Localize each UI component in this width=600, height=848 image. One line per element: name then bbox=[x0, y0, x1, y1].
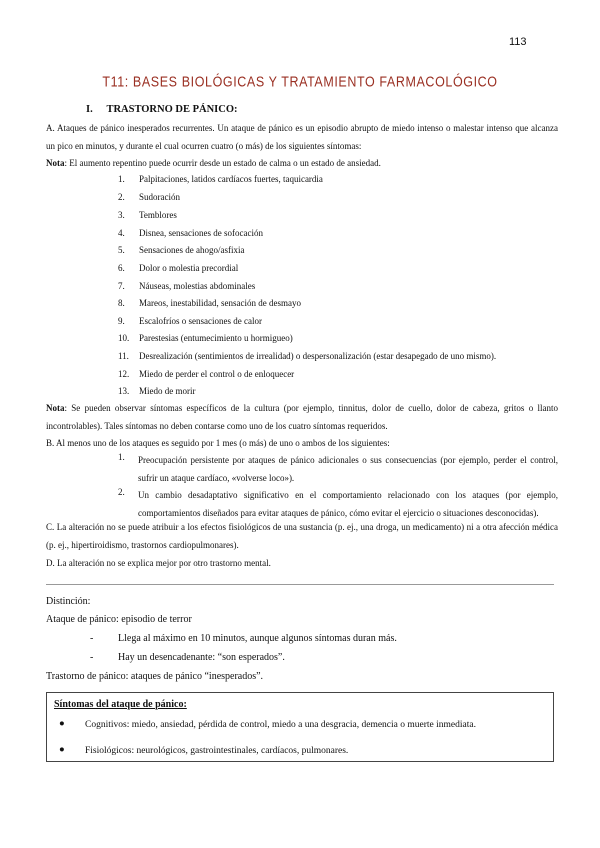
item-text: Escalofríos o sensaciones de calor bbox=[139, 316, 262, 326]
item-number: 11. bbox=[118, 351, 129, 361]
item-number: 2. bbox=[118, 192, 125, 202]
criterion-a: A. Ataques de pánico inesperados recurrentes. Un ataque de pánico es un episodio abrupto de miedo intenso o malestar intenso que alcanza un pico en minutos, y durante el cual ocurren cuatro (o más) de los siguientes síntomas: bbox=[46, 123, 558, 151]
item-text: Palpitaciones, latidos cardíacos fuertes, taquicardia bbox=[139, 174, 323, 184]
dash-marker: - bbox=[90, 633, 94, 644]
item-number: 2. bbox=[118, 487, 125, 497]
item-number: 4. bbox=[118, 228, 125, 238]
symptoms-box bbox=[46, 692, 554, 762]
item-text: Náuseas, molestias abdominales bbox=[139, 281, 256, 291]
item-text: Sensaciones de ahogo/asfixia bbox=[139, 245, 245, 255]
item-number: 10. bbox=[118, 333, 130, 343]
item-number: 1. bbox=[118, 452, 125, 462]
dash-marker: - bbox=[90, 652, 94, 663]
item-text: Sudoración bbox=[139, 192, 180, 202]
item-text: Parestesias (entumecimiento u hormigueo) bbox=[139, 333, 293, 343]
panic-disorder-definition: Trastorno de pánico: ataques de pánico “inesperados”. bbox=[46, 671, 264, 682]
item-number: 9. bbox=[118, 316, 125, 326]
item-text: Mareos, inestabilidad, sensación de desmayo bbox=[139, 298, 301, 308]
item-text: Desrealización (sentimientos de irrealidad) o despersonalización (estar desapegado de uno mismo). bbox=[139, 351, 497, 361]
note-text: : Se pueden observar síntomas específicos de la cultura (por ejemplo, tinnitus, dolor de cuello, dolor de cabeza, gritos o llanto incontrolables). Tales síntomas no deben contarse como uno de los cuatro síntomas requeridos. bbox=[46, 403, 558, 431]
item-text: Dolor o molestia precordial bbox=[139, 263, 239, 273]
item-text: Un cambio desadaptativo significativo en el comportamiento relacionado con los ataques (por ejemplo, comportamientos diseñados para evitar ataques de pánico, cómo evitar el ejercicio o situaciones desconocidas). bbox=[138, 490, 558, 518]
item-text: Miedo de perder el control o de enloquecer bbox=[139, 369, 295, 379]
criterion-d: D. La alteración no se explica mejor por otro trastorno mental. bbox=[46, 558, 271, 568]
note-text: : El aumento repentino puede ocurrir desde un estado de calma o un estado de ansiedad. bbox=[64, 158, 381, 168]
note-culture bbox=[46, 400, 558, 435]
bullet-icon: ● bbox=[59, 719, 65, 729]
box-title: Síntomas del ataque de pánico: bbox=[54, 699, 187, 710]
criterion-c: C. La alteración no se puede atribuir a los efectos fisiológicos de una sustancia (p. ej., una droga, un medicamento) ni a otra afección médica (p. ej., hipertiroidismo, trastornos cardiopulmonares). bbox=[46, 522, 558, 550]
item-text: Miedo de morir bbox=[139, 386, 196, 396]
section-divider bbox=[46, 584, 554, 585]
section-title: TRASTORNO DE PÁNICO: bbox=[106, 104, 238, 115]
item-number: 7. bbox=[118, 281, 125, 291]
note-label: Nota bbox=[46, 158, 65, 168]
item-number: 1. bbox=[118, 174, 125, 184]
item-number: 5. bbox=[118, 245, 125, 255]
item-text: Disnea, sensaciones de sofocación bbox=[139, 228, 263, 238]
document-title: T11: BASES BIOLÓGICAS Y TRATAMIENTO FARMACOLÓGICO bbox=[102, 73, 498, 91]
dash-item-text: Hay un desencadenante: “son esperados”. bbox=[118, 652, 285, 663]
item-number: 13. bbox=[118, 386, 130, 396]
item-number: 6. bbox=[118, 263, 125, 273]
distinction-heading: Distinción: bbox=[46, 596, 91, 607]
bullet-text: Fisiológicos: neurológicos, gastrointestinales, cardíacos, pulmonares. bbox=[85, 746, 349, 756]
note-label: Nota bbox=[46, 403, 65, 413]
item-number: 12. bbox=[118, 369, 130, 379]
item-number: 8. bbox=[118, 298, 125, 308]
dash-item-text: Llega al máximo en 10 minutos, aunque algunos síntomas duran más. bbox=[118, 633, 397, 644]
section-number: I. bbox=[86, 104, 93, 115]
bullet-text: Cognitivos: miedo, ansiedad, pérdida de control, miedo a una desgracia, demencia o muerte inmediata. bbox=[85, 720, 476, 730]
note-calm bbox=[46, 155, 558, 173]
criterion-b: B. Al menos uno de los ataques es seguido por 1 mes (o más) de uno o ambos de los siguientes: bbox=[46, 438, 390, 448]
bullet-icon: ● bbox=[59, 745, 65, 755]
page-number: 113 bbox=[509, 36, 527, 48]
item-text: Temblores bbox=[139, 210, 177, 220]
item-number: 3. bbox=[118, 210, 125, 220]
section-heading bbox=[86, 104, 238, 115]
panic-attack-definition: Ataque de pánico: episodio de terror bbox=[46, 614, 192, 625]
item-text: Preocupación persistente por ataques de pánico adicionales o sus consecuencias (por ejemplo, perder el control, sufrir un ataque cardíaco, «volverse loco»). bbox=[138, 455, 558, 483]
